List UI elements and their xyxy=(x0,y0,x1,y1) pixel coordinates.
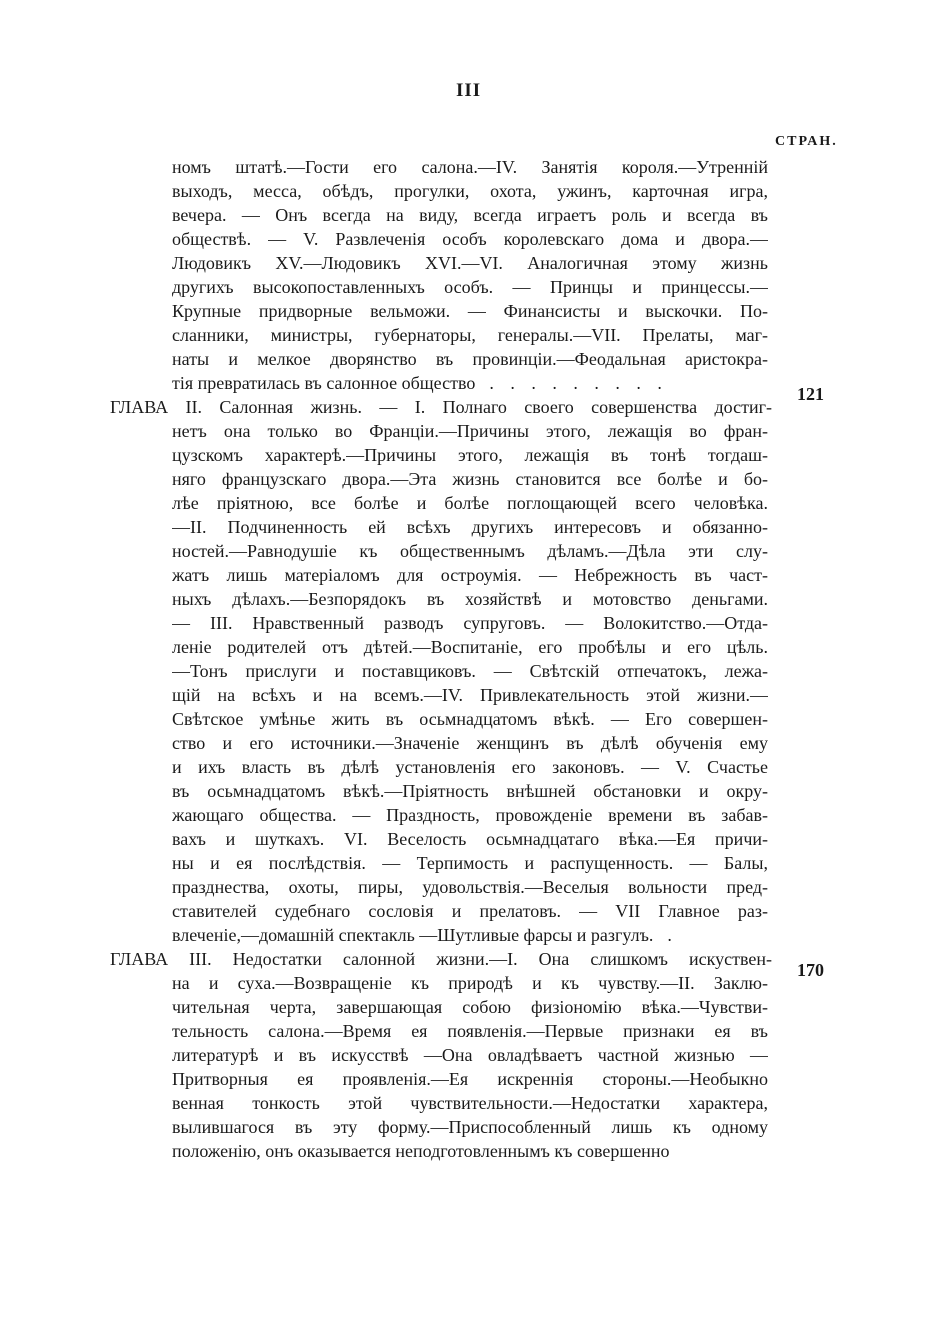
page-number: III xyxy=(456,80,482,101)
toc-line xyxy=(172,826,768,852)
toc-line xyxy=(172,706,768,732)
column-label-pages: СТРАН. xyxy=(775,134,838,149)
toc-line-text: ныхъ дѣлахъ.—Безпорядокъ въ хозяйствѣ и мотовство деньгами. xyxy=(172,589,768,609)
toc-line-text: ны и ея послѣдствія. — Терпимость и распущенность. — Балы, xyxy=(172,853,768,873)
toc-line-text: празднества, охоты, пиры, удовольствія.—Веселыя вольности пред- xyxy=(172,877,768,897)
toc-line xyxy=(172,346,768,372)
toc-line-text: тельность салона.—Время ея появленія.—Первые признаки ея въ xyxy=(172,1021,768,1041)
toc-line xyxy=(172,802,768,828)
chapter-heading-line xyxy=(110,946,772,972)
toc-line xyxy=(172,370,792,396)
toc-line-text: лѣе пріятною, все болѣе и болѣе поглощающей всего человѣка. xyxy=(172,493,768,513)
toc-line-text: вечера. — Онъ всегда на виду, всегда играетъ роль и всегда въ xyxy=(172,205,768,225)
toc-line-text: чительная черта, завершающая собою физіономію вѣка.—Чувстви- xyxy=(172,997,768,1017)
toc-line-text: цузскомъ характерѣ.—Причины этого, лежащія въ тонѣ тогдаш- xyxy=(172,445,768,465)
toc-line xyxy=(172,682,768,708)
toc-line-text: наты и мелкое дворянство въ провинціи.—Феодальная аристокра- xyxy=(172,349,768,369)
toc-line xyxy=(172,274,768,300)
toc-line-text: сланники, министры, губернаторы, генералы.—VII. Прелаты, маг- xyxy=(172,325,768,345)
toc-line-text: вахъ и шуткахъ. VI. Веселость осьмнадцатаго вѣка.—Ея причи- xyxy=(172,829,768,849)
toc-line-text: Людовикъ XV.—Людовикъ XVI.—VI. Аналогичная этому жизнь xyxy=(172,253,768,273)
toc-line-text: ставителей судебнаго сословія и прелатовъ. — VII Главное раз- xyxy=(172,901,768,921)
toc-line xyxy=(172,466,768,492)
toc-line-text: ство и его источники.—Значеніе женщинъ въ дѣлѣ обученія ему xyxy=(172,733,768,753)
toc-line xyxy=(172,490,768,516)
toc-line-text: —Тонъ прислуги и поставщиковъ. — Свѣтскій отпечатокъ, лежа- xyxy=(172,661,768,681)
toc-line-text: няго французскаго двора.—Эта жизнь становится все болѣе и бо- xyxy=(172,469,768,489)
toc-line-text: ностей.—Равнодушіе къ общественнымъ дѣламъ.—Дѣла эти слу- xyxy=(172,541,768,561)
toc-line xyxy=(172,1042,768,1068)
toc-line xyxy=(172,898,768,924)
toc-line xyxy=(172,658,768,684)
toc-line-text: другихъ высокопоставленныхъ особъ. — Принцы и принцессы.— xyxy=(172,277,768,297)
toc-line xyxy=(172,418,768,444)
toc-line-text: жающаго общества. — Праздность, провожденіе времени въ забав- xyxy=(172,805,768,825)
toc-line xyxy=(172,226,768,252)
toc-line xyxy=(172,298,768,324)
toc-line xyxy=(172,778,768,804)
toc-line-text: выходъ, месса, обѣдъ, прогулки, охота, ужинъ, карточная игра, xyxy=(172,181,768,201)
chapter-heading-line xyxy=(110,394,772,420)
toc-line-text: и ихъ власть въ дѣлѣ установленія его законовъ. — V. Счастье xyxy=(172,757,768,777)
toc-line-text: ГЛАВА II. Салонная жизнь. — I. Полнаго своего совершенства достиг- xyxy=(110,397,772,417)
toc-line xyxy=(172,250,768,276)
toc-line-text: —II. Подчиненность ей всѣхъ другихъ интересовъ и обязанно- xyxy=(172,517,768,537)
dot-leader: . . . . . . . . . xyxy=(489,373,668,393)
toc-line xyxy=(172,1018,768,1044)
page-ref-170: 170 xyxy=(797,960,824,980)
toc-line xyxy=(172,922,792,948)
toc-line xyxy=(172,322,768,348)
toc-line-text: Свѣтское умѣнье жить въ осьмнадцатомъ вѣкѣ. — Его совершен- xyxy=(172,709,768,729)
toc-line-text: жатъ лишь матеріаломъ для остроумія. — Небрежность въ част- xyxy=(172,565,768,585)
toc-line-text: влеченіе,—домашній спектакль —Шутливые фарсы и разгулъ. xyxy=(172,925,654,945)
toc-line-text: щій на всѣхъ и на всемъ.—IV. Привлекательность этой жизни.— xyxy=(172,685,768,705)
toc-line xyxy=(172,178,768,204)
toc-line xyxy=(172,874,768,900)
toc-line-text: Притворныя ея проявленія.—Ея искреннія стороны.—Необыкно xyxy=(172,1069,768,1089)
toc-line xyxy=(172,154,768,180)
dot-leader: . xyxy=(667,925,678,945)
page-ref-121: 121 xyxy=(797,384,824,404)
toc-line xyxy=(172,994,768,1020)
toc-line xyxy=(172,634,768,660)
toc-line xyxy=(172,610,768,636)
toc-line xyxy=(172,1138,768,1164)
toc-line-text: венная тонкость этой чувствительности.—Недостатки характера, xyxy=(172,1093,768,1113)
toc-line-text: въ осьмнадцатомъ вѣкѣ.—Пріятность внѣшней обстановки и окру- xyxy=(172,781,768,801)
toc-line xyxy=(172,850,768,876)
toc-line xyxy=(172,970,768,996)
toc-line xyxy=(172,1066,768,1092)
toc-line xyxy=(172,754,768,780)
toc-line xyxy=(172,538,768,564)
toc-line xyxy=(172,1114,768,1140)
toc-line xyxy=(172,514,768,540)
toc-line-text: нетъ она только во Франціи.—Причины этого, лежащія во фран- xyxy=(172,421,768,441)
toc-line-text: вылившагося въ эту форму.—Приспособленный лишь къ одному xyxy=(172,1117,768,1137)
toc-line-text: — III. Нравственный разводъ супруговъ. — Волокитство.—Отда- xyxy=(172,613,768,633)
toc-line-text: Крупные придворные вельможи. — Финансисты и выскочки. По- xyxy=(172,301,768,321)
toc-line-text: положенію, онъ оказывается неподготовленнымъ къ совершенно xyxy=(172,1141,670,1161)
toc-line xyxy=(172,1090,768,1116)
toc-line xyxy=(172,202,768,228)
toc-line-text: обществѣ. — V. Развлеченія особъ королевскаго дома и двора.— xyxy=(172,229,768,249)
toc-line xyxy=(172,586,768,612)
toc-line-text: ГЛАВА III. Недостатки салонной жизни.—I. Она слишкомъ искуствен- xyxy=(110,949,772,969)
toc-line-text: тія превратилась въ салонное общество xyxy=(172,373,476,393)
toc-line-text: номъ штатѣ.—Гости его салона.—IV. Занятія короля.—Утренній xyxy=(172,157,768,177)
toc-line-text: литературѣ и въ искусствѣ —Она овладѣваетъ частной жизнью — xyxy=(172,1045,768,1065)
toc-line-text: на и суха.—Возвращеніе къ природѣ и къ чувству.—II. Заклю- xyxy=(172,973,768,993)
toc-line xyxy=(172,562,768,588)
toc-line xyxy=(172,442,768,468)
toc-line xyxy=(172,730,768,756)
toc-line-text: леніе родителей отъ дѣтей.—Воспитаніе, его пробѣлы и его цѣль. xyxy=(172,637,768,657)
